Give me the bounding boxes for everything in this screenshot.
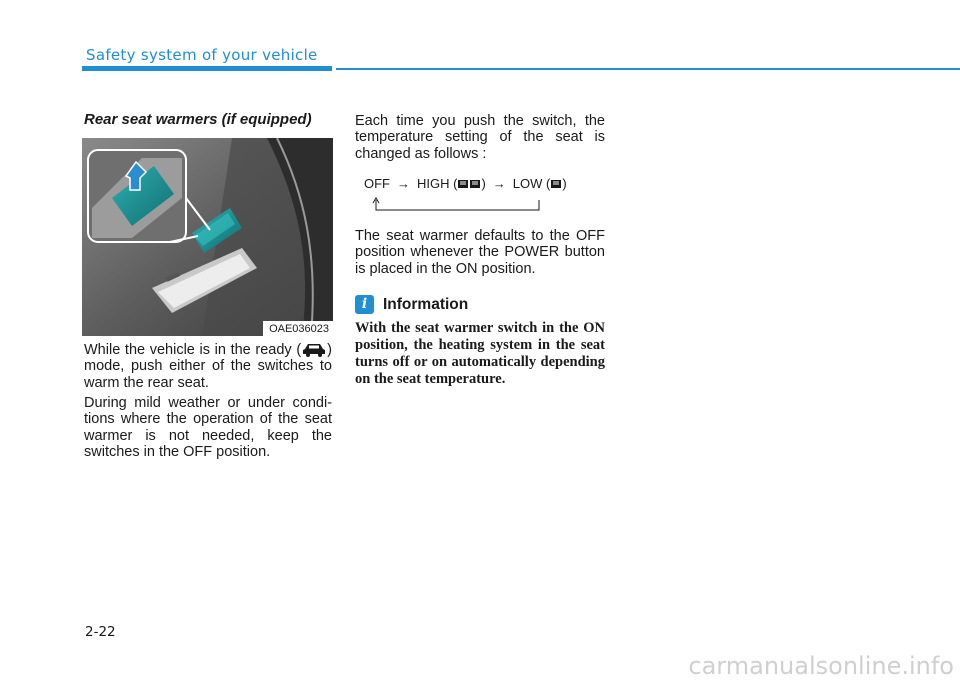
info-icon: i (355, 295, 374, 314)
seq-low-close: ) (562, 176, 567, 192)
header-rule-thin (336, 68, 960, 70)
section-header: Safety system of your vehicle (86, 46, 318, 64)
seq-high-label: HIGH ( (417, 176, 458, 192)
ready-mode-text-end: ) mode, push either of the switches to warm the rear seat. (84, 342, 332, 391)
seq-off-label: OFF (364, 176, 390, 192)
seq-high-close: ) (481, 176, 486, 192)
header-rule-thick (82, 66, 332, 71)
temperature-sequence (364, 175, 567, 191)
mild-weather-paragraph: During mild weather or under condi-tions where the operation of the seat warmer is not needed, keep the switches in the OFF position. (84, 395, 332, 461)
section-heading: Rear seat warmers (if equipped) (84, 111, 312, 128)
car-ready-icon (301, 342, 327, 358)
image-code-label: OAE036023 (263, 321, 333, 336)
page-number: 2-22 (85, 624, 116, 640)
seat-warmer-switch-photo (82, 138, 333, 336)
seat-heat-icon (457, 179, 469, 189)
info-body: With the seat warmer switch in the ON position, the heating system in the seat turns off or on automatically depending on the seat temperature. (355, 320, 605, 387)
ready-mode-paragraph (84, 342, 332, 391)
info-title: Information (383, 296, 469, 313)
seat-heat-icon (550, 179, 562, 189)
power-default-paragraph: The seat warmer defaults to the OFF position whenever the POWER button is placed in the ON position. (355, 228, 605, 277)
seq-arrow-1: → (397, 176, 410, 192)
ready-mode-text-start: While the vehicle is in the ready ( (84, 342, 302, 358)
door-panel-illustration (82, 138, 333, 336)
seat-heat-icon (469, 179, 481, 189)
watermark: carmanualsonline.info (688, 652, 954, 680)
seq-low-label: LOW ( (512, 176, 551, 192)
sequence-loop-arrow (372, 197, 544, 213)
switch-push-paragraph: Each time you push the switch, the temperature setting of the seat is changed as follows : (355, 113, 605, 162)
seq-arrow-2: → (492, 176, 506, 192)
